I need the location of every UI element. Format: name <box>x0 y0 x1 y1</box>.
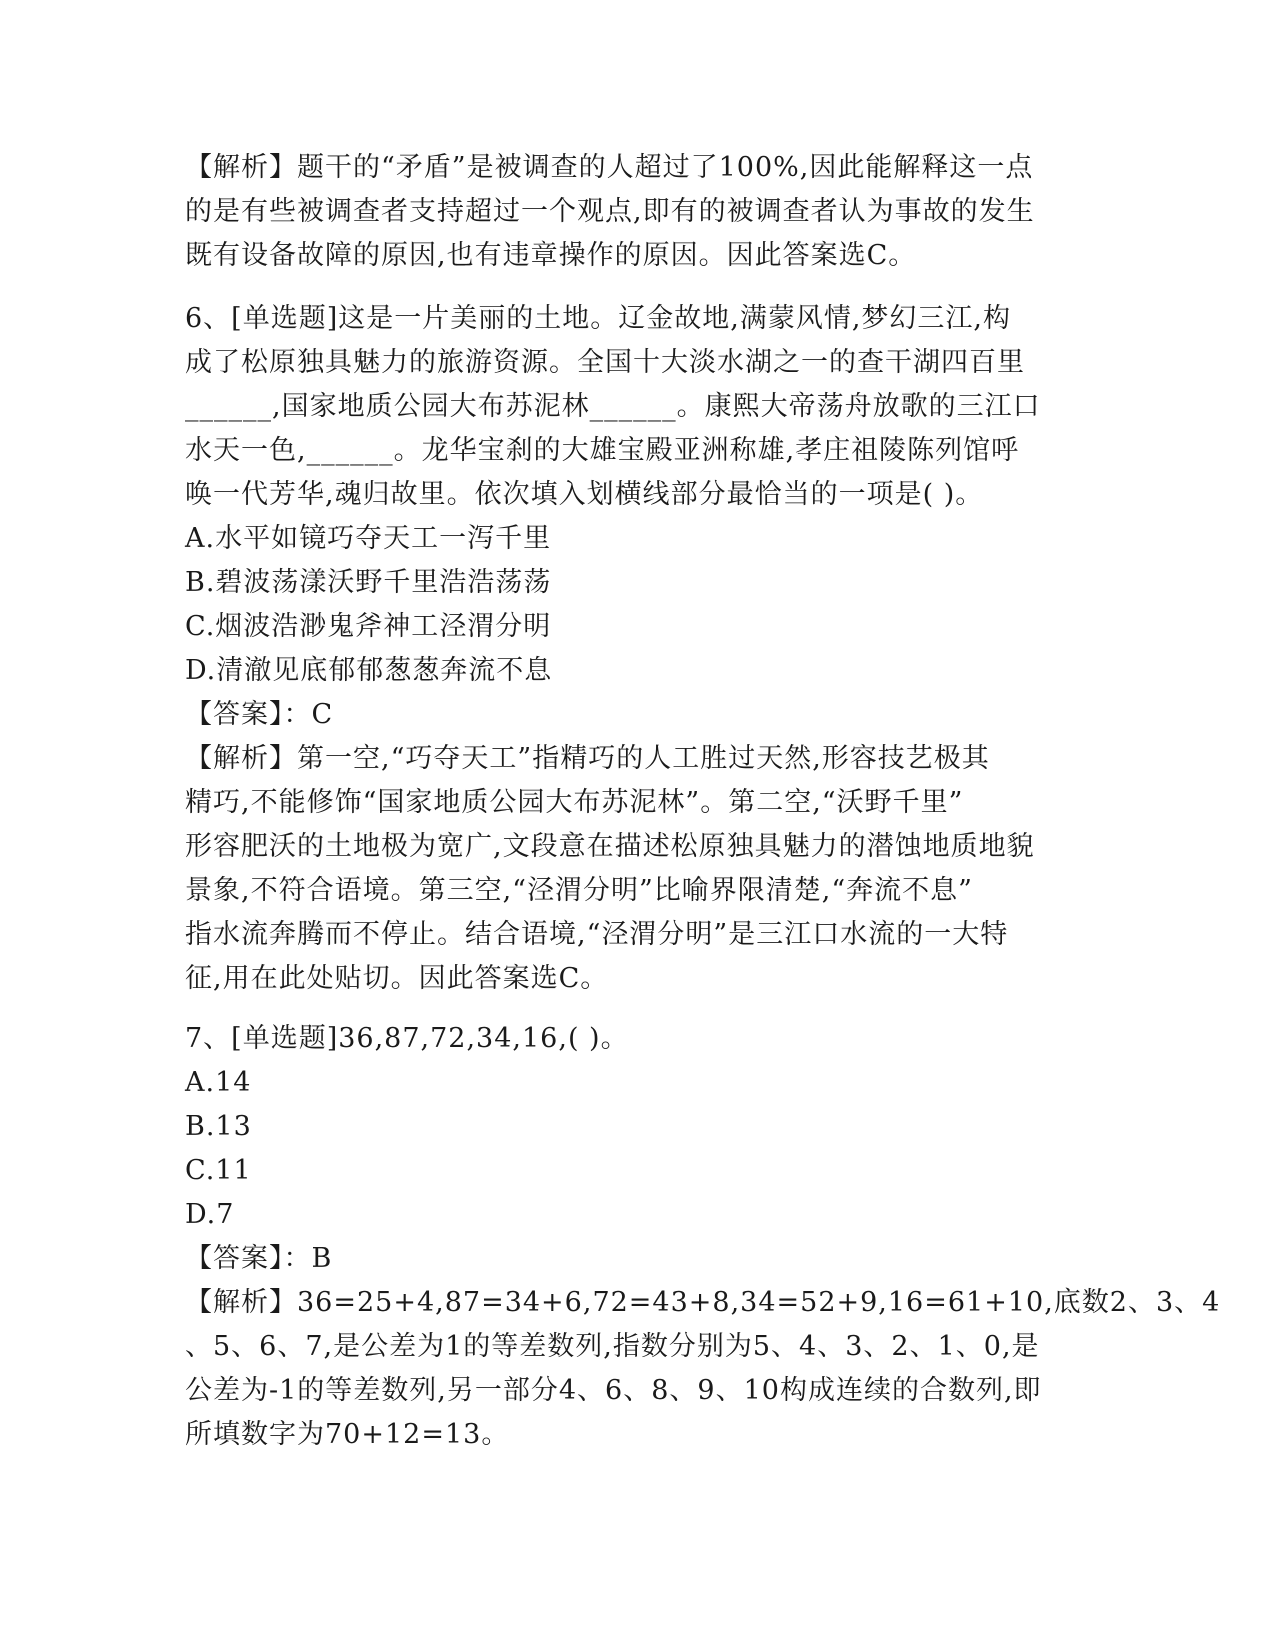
question-line: 7、[单选题]36,87,72,34,16,( )。 <box>185 1023 629 1054</box>
question-7 <box>185 1017 1221 1457</box>
analysis-line: 的是有些被调查者支持超过一个观点,即有的被调查者认为事故的发生 <box>185 196 1035 227</box>
analysis-line: 【解析】36=25+4,87=34+6,72=43+8,34=52+9,16=61+10,底数2、3、4 <box>185 1287 1221 1318</box>
document-page <box>185 146 1221 1457</box>
question-line: 6、[单选题]这是一片美丽的土地。辽金故地,满蒙风情,梦幻三江,构 <box>185 303 1011 334</box>
option-c: C.烟波浩渺鬼斧神工泾渭分明 <box>185 611 552 642</box>
analysis-line: 征,用在此处贴切。因此答案选C。 <box>185 963 609 994</box>
analysis-line: 、5、6、7,是公差为1的等差数列,指数分别为5、4、3、2、1、0,是 <box>185 1331 1040 1362</box>
question-line: 水天一色,______。龙华宝刹的大雄宝殿亚洲称雄,孝庄祖陵陈列馆呼 <box>185 435 1020 466</box>
option-b: B.碧波荡漾沃野千里浩浩荡荡 <box>185 567 552 598</box>
answer-line: 【答案】：B <box>185 1243 333 1274</box>
answer-line: 【答案】：C <box>185 699 334 730</box>
option-a: A.水平如镜巧夺天工一泻千里 <box>185 523 552 554</box>
option-b: B.13 <box>185 1111 252 1142</box>
option-c: C.11 <box>185 1155 252 1186</box>
q5-analysis <box>185 146 1085 278</box>
question-line: 唤一代芳华,魂归故里。依次填入划横线部分最恰当的一项是( )。 <box>185 479 984 510</box>
analysis-line: 形容肥沃的土地极为宽广,文段意在描述松原独具魅力的潜蚀地质地貌 <box>185 831 1035 862</box>
option-a: A.14 <box>185 1067 252 1098</box>
analysis-line: 既有设备故障的原因,也有违章操作的原因。因此答案选C。 <box>185 240 917 271</box>
question-line: ______,国家地质公园大布苏泥林______。康熙大帝荡舟放歌的三江口 <box>185 391 1041 422</box>
option-d: D.7 <box>185 1199 235 1230</box>
analysis-line: 所填数字为70+12=13。 <box>185 1419 510 1450</box>
option-d: D.清澈见底郁郁葱葱奔流不息 <box>185 655 553 686</box>
analysis-line: 公差为-1的等差数列,另一部分4、6、8、9、10构成连续的合数列,即 <box>185 1375 1042 1406</box>
analysis-line: 景象,不符合语境。第三空,“泾渭分明”比喻界限清楚,“奔流不息” <box>185 875 973 906</box>
analysis-line: 【解析】题干的“矛盾”是被调查的人超过了100%,因此能解释这一点 <box>185 152 1034 183</box>
question-line: 成了松原独具魅力的旅游资源。全国十大淡水湖之一的查干湖四百里 <box>185 347 1025 378</box>
analysis-line: 指水流奔腾而不停止。结合语境,“泾渭分明”是三江口水流的一大特 <box>185 919 1009 950</box>
analysis-line: 【解析】第一空,“巧夺天工”指精巧的人工胜过天然,形容技艺极其 <box>185 743 990 774</box>
question-6 <box>185 297 1085 1001</box>
analysis-line: 精巧,不能修饰“国家地质公园大布苏泥林”。第二空,“沃野千里” <box>185 787 964 818</box>
